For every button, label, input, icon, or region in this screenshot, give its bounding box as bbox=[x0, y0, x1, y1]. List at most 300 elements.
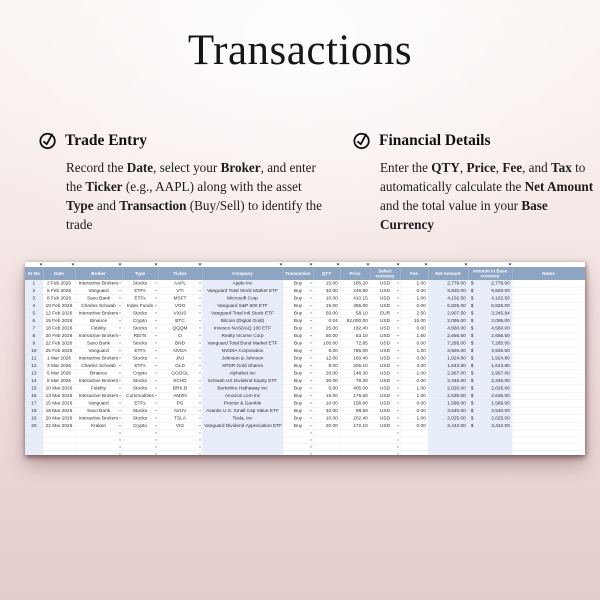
cell-company: Tesla, Inc bbox=[202, 415, 283, 423]
cell-broker[interactable]: Charles Schwab bbox=[75, 302, 122, 310]
check-circle-icon bbox=[351, 130, 372, 151]
empty-table-row bbox=[25, 437, 585, 444]
cell-ticker[interactable]: VTI bbox=[158, 287, 202, 295]
cell-base: $ 2,095.00 bbox=[468, 317, 512, 325]
cell-ticker[interactable]: BRK.B bbox=[158, 385, 202, 393]
dropdown-arrow-icon bbox=[155, 440, 157, 442]
cell-no: 6 bbox=[25, 317, 43, 325]
cell-notes bbox=[512, 355, 585, 363]
dropdown-arrow-icon bbox=[119, 298, 121, 300]
cell-base bbox=[468, 451, 512, 455]
cell-ticker[interactable]: AAPL bbox=[158, 280, 202, 287]
cell-ticker[interactable]: VIG bbox=[158, 422, 202, 430]
cell-transaction[interactable]: Buy bbox=[283, 325, 313, 333]
dropdown-arrow-icon bbox=[310, 418, 312, 420]
cell-net: 3,540.00 bbox=[428, 407, 468, 415]
cell-currency[interactable] bbox=[370, 444, 400, 451]
cell-broker[interactable]: Interactive Brokers bbox=[75, 280, 122, 287]
cell-type[interactable]: Crypto bbox=[122, 370, 158, 378]
currency-symbol: $ bbox=[470, 340, 474, 346]
cell-base: $ 6,825.00 bbox=[468, 302, 512, 310]
cell-transaction[interactable]: Buy bbox=[283, 370, 313, 378]
cell-notes bbox=[512, 280, 585, 287]
cell-currency[interactable]: EUR bbox=[370, 310, 400, 318]
cell-fee: 0.00 bbox=[400, 377, 428, 385]
dropdown-arrow-icon bbox=[397, 358, 399, 360]
cell-net bbox=[428, 430, 468, 437]
cell-date: 22 Feb 2026 bbox=[43, 340, 75, 348]
cell-currency[interactable] bbox=[370, 430, 400, 437]
keyword-bold: Ticker bbox=[85, 179, 123, 194]
dropdown-arrow-icon bbox=[199, 305, 201, 307]
body-text: and the total value in your bbox=[380, 198, 522, 213]
cell-transaction[interactable]: Buy bbox=[283, 347, 313, 355]
cell-currency[interactable]: USD bbox=[370, 362, 400, 370]
dropdown-arrow-icon bbox=[310, 454, 312, 456]
cell-currency[interactable]: USD bbox=[370, 287, 400, 295]
cell-transaction[interactable]: Buy bbox=[283, 362, 313, 370]
cell-broker[interactable] bbox=[75, 437, 122, 444]
dropdown-arrow-icon bbox=[155, 320, 157, 322]
dropdown-arrow-icon bbox=[119, 335, 121, 337]
cell-qty: 100.00 bbox=[313, 340, 340, 348]
column-handle-icon bbox=[280, 264, 283, 266]
cell-company: Berkshire Hathaway Inc bbox=[202, 385, 283, 393]
cell-fee: 0.00 bbox=[400, 302, 428, 310]
column-header-fee: Fee bbox=[400, 267, 428, 280]
cell-type[interactable]: Stocks bbox=[122, 407, 158, 415]
dropdown-arrow-icon bbox=[199, 365, 201, 367]
cell-no: 5 bbox=[25, 310, 43, 318]
cell-transaction[interactable] bbox=[283, 437, 313, 444]
cell-transaction[interactable] bbox=[283, 430, 313, 437]
cell-ticker[interactable]: BTC bbox=[158, 317, 202, 325]
column-handle-icon bbox=[465, 264, 468, 266]
cell-broker[interactable]: Fidelity bbox=[75, 385, 122, 393]
cell-broker[interactable]: Interactive Brokers bbox=[75, 332, 122, 340]
cell-net: 2,346.00 bbox=[428, 377, 468, 385]
cell-no: 2 bbox=[25, 287, 43, 295]
cell-broker[interactable]: Interactive Brokers bbox=[75, 377, 122, 385]
keyword-bold: Base Currency bbox=[380, 198, 548, 232]
cell-broker[interactable]: Vanguard bbox=[75, 347, 122, 355]
dropdown-arrow-icon bbox=[397, 335, 399, 337]
cell-no bbox=[25, 444, 43, 451]
cell-broker[interactable]: Vanguard bbox=[75, 287, 122, 295]
cell-date bbox=[43, 451, 75, 455]
cell-type[interactable]: ETFs bbox=[122, 347, 158, 355]
dropdown-arrow-icon bbox=[310, 283, 312, 285]
cell-currency[interactable]: USD bbox=[370, 340, 400, 348]
cell-broker[interactable] bbox=[75, 444, 122, 451]
cell-transaction[interactable]: Buy bbox=[283, 295, 313, 303]
cell-company: Vanguard Total Intl Stock ETF bbox=[202, 310, 283, 318]
dropdown-arrow-icon bbox=[155, 343, 157, 345]
cell-type[interactable]: ETFs bbox=[122, 287, 158, 295]
dropdown-arrow-icon bbox=[310, 410, 312, 412]
cell-currency[interactable]: USD bbox=[370, 280, 400, 287]
cell-company: Bitcoin (Digital Gold) bbox=[202, 317, 283, 325]
dropdown-arrow-icon bbox=[199, 454, 201, 456]
cell-fee: 0.00 bbox=[400, 407, 428, 415]
dropdown-arrow-icon bbox=[119, 425, 121, 427]
cell-ticker[interactable]: TSLA bbox=[158, 415, 202, 423]
cell-currency[interactable]: USD bbox=[370, 355, 400, 363]
cell-qty: 20.00 bbox=[313, 370, 340, 378]
cell-type[interactable]: Stocks bbox=[122, 310, 158, 318]
cell-company bbox=[202, 437, 283, 444]
cell-base bbox=[468, 437, 512, 444]
cell-ticker[interactable]: QQQM bbox=[158, 325, 202, 333]
cell-qty: 40.00 bbox=[313, 407, 340, 415]
cell-currency[interactable]: USD bbox=[370, 370, 400, 378]
dropdown-arrow-icon bbox=[199, 328, 201, 330]
dropdown-arrow-icon bbox=[155, 313, 157, 315]
cell-price: 53.10 bbox=[340, 332, 370, 340]
table-row bbox=[25, 407, 585, 415]
dropdown-arrow-icon bbox=[155, 305, 157, 307]
currency-symbol: $ bbox=[470, 415, 474, 421]
dropdown-arrow-icon bbox=[199, 395, 201, 397]
cell-company: Alphabet Inc bbox=[202, 370, 283, 378]
cell-ticker[interactable]: VXUS bbox=[158, 310, 202, 318]
cell-ticker[interactable]: NVDA bbox=[158, 347, 202, 355]
cell-currency[interactable]: USD bbox=[370, 400, 400, 408]
cell-price: 202.40 bbox=[340, 415, 370, 423]
cell-price: 245.50 bbox=[340, 287, 370, 295]
cell-transaction[interactable]: Buy bbox=[283, 332, 313, 340]
keyword-bold: Net Amount bbox=[524, 179, 594, 194]
cell-currency[interactable]: USD bbox=[370, 325, 400, 333]
cell-notes bbox=[512, 287, 585, 295]
cell-company: Apple Inc bbox=[202, 280, 283, 287]
dropdown-arrow-icon bbox=[397, 447, 399, 449]
cell-ticker[interactable] bbox=[158, 437, 202, 444]
cell-type[interactable]: Crypto bbox=[122, 422, 158, 430]
cell-date: 15 Mar 2026 bbox=[43, 400, 75, 408]
cell-broker[interactable]: Fidelity bbox=[75, 325, 122, 333]
table-row bbox=[25, 415, 585, 423]
cell-date: 22 Mar 2026 bbox=[43, 422, 75, 430]
dropdown-arrow-icon bbox=[397, 350, 399, 352]
cell-type[interactable]: Crypto bbox=[122, 317, 158, 325]
dropdown-arrow-icon bbox=[397, 320, 399, 322]
dropdown-arrow-icon bbox=[119, 447, 121, 449]
dropdown-arrow-icon bbox=[397, 395, 399, 397]
body-text: Enter the bbox=[380, 160, 432, 175]
cell-type[interactable]: Index Funds bbox=[122, 302, 158, 310]
cell-base: $ 4,560.00 bbox=[468, 325, 512, 333]
cell-type[interactable]: Stocks bbox=[122, 340, 158, 348]
cell-broker[interactable]: Binance bbox=[75, 317, 122, 325]
cell-base: $ 1,589.00 bbox=[468, 400, 512, 408]
cell-no bbox=[25, 451, 43, 455]
cell-price: 175.60 bbox=[340, 392, 370, 400]
cell-ticker[interactable]: AMZN bbox=[158, 392, 202, 400]
cell-type[interactable] bbox=[122, 444, 158, 451]
cell-currency[interactable]: USD bbox=[370, 295, 400, 303]
dropdown-arrow-icon bbox=[119, 320, 121, 322]
cell-type[interactable]: Stocks bbox=[122, 385, 158, 393]
cell-no: 13 bbox=[25, 370, 43, 378]
cell-broker[interactable]: Vanguard bbox=[75, 400, 122, 408]
cell-currency[interactable] bbox=[370, 437, 400, 444]
cell-ticker[interactable]: GLD bbox=[158, 362, 202, 370]
column-handle-icon bbox=[72, 264, 75, 266]
cell-currency[interactable]: USD bbox=[370, 422, 400, 430]
feature-heading: Financial Details bbox=[379, 131, 491, 149]
cell-broker[interactable] bbox=[75, 451, 122, 455]
cell-ticker[interactable]: VOO bbox=[158, 302, 202, 310]
cell-net: 6,825.00 bbox=[428, 302, 468, 310]
cell-fee: 0.00 bbox=[400, 325, 428, 333]
cell-transaction[interactable]: Buy bbox=[283, 287, 313, 295]
dropdown-arrow-icon bbox=[397, 440, 399, 442]
cell-no: 8 bbox=[25, 332, 43, 340]
cell-currency[interactable]: USD bbox=[370, 385, 400, 393]
cell-ticker[interactable]: O bbox=[158, 332, 202, 340]
cell-transaction[interactable]: Buy bbox=[283, 415, 313, 423]
cell-transaction[interactable]: Buy bbox=[283, 422, 313, 430]
empty-table-row bbox=[25, 444, 585, 451]
cell-currency[interactable]: USD bbox=[370, 392, 400, 400]
dropdown-arrow-icon bbox=[119, 410, 121, 412]
cell-notes bbox=[512, 444, 585, 451]
keyword-bold: Transaction bbox=[119, 198, 187, 213]
cell-currency[interactable]: USD bbox=[370, 415, 400, 423]
cell-ticker[interactable]: GOOGL bbox=[158, 370, 202, 378]
cell-transaction[interactable] bbox=[283, 444, 313, 451]
cell-transaction[interactable]: Buy bbox=[283, 392, 313, 400]
cell-ticker[interactable] bbox=[158, 451, 202, 455]
cell-fee: 1.00 bbox=[400, 295, 428, 303]
cell-base: $ 3,345.94 bbox=[468, 310, 512, 318]
dropdown-arrow-icon bbox=[310, 343, 312, 345]
dropdown-arrow-icon bbox=[397, 305, 399, 307]
cell-company: Amazon.com Inc bbox=[202, 392, 283, 400]
cell-fee: 2.50 bbox=[400, 310, 428, 318]
cell-notes bbox=[512, 370, 585, 378]
cell-date: 25 Feb 2026 bbox=[43, 347, 75, 355]
dropdown-arrow-icon bbox=[155, 433, 157, 435]
cell-type[interactable]: Commodities bbox=[122, 392, 158, 400]
cell-qty bbox=[313, 437, 340, 444]
dropdown-arrow-icon bbox=[310, 320, 312, 322]
dropdown-arrow-icon bbox=[119, 290, 121, 292]
dropdown-arrow-icon bbox=[199, 298, 201, 300]
cell-company bbox=[202, 430, 283, 437]
currency-symbol: $ bbox=[470, 333, 474, 339]
cell-type[interactable]: Stocks bbox=[122, 280, 158, 287]
cell-net: 4,102.50 bbox=[428, 295, 468, 303]
cell-broker[interactable]: Charles Schwab bbox=[75, 362, 122, 370]
currency-symbol: $ bbox=[470, 370, 474, 376]
column-header-net-amount: Net Amount bbox=[428, 267, 468, 280]
column-header-price: Price bbox=[340, 267, 370, 280]
cell-price: 182.40 bbox=[340, 325, 370, 333]
cell-ticker[interactable] bbox=[158, 444, 202, 451]
cell-type[interactable]: REITs bbox=[122, 332, 158, 340]
dropdown-arrow-icon bbox=[397, 380, 399, 382]
cell-ticker[interactable]: AVUV bbox=[158, 407, 202, 415]
cell-type[interactable]: Stocks bbox=[122, 325, 158, 333]
keyword-bold: QTY bbox=[431, 160, 460, 175]
cell-date: 1 Mar 2026 bbox=[43, 355, 75, 363]
column-handle-icon bbox=[40, 264, 43, 266]
keyword-bold: Broker bbox=[220, 160, 261, 175]
cell-ticker[interactable]: MSFT bbox=[158, 295, 202, 303]
dropdown-arrow-icon bbox=[199, 335, 201, 337]
cell-fee: 1.00 bbox=[400, 280, 428, 287]
dropdown-arrow-icon bbox=[310, 313, 312, 315]
cell-currency[interactable]: USD bbox=[370, 302, 400, 310]
cell-currency[interactable]: USD bbox=[370, 407, 400, 415]
cell-broker[interactable]: Interactive Brokers bbox=[75, 415, 122, 423]
cell-type[interactable] bbox=[122, 437, 158, 444]
cell-currency[interactable]: USD bbox=[370, 317, 400, 325]
dropdown-arrow-icon bbox=[119, 403, 121, 405]
dropdown-arrow-icon bbox=[155, 358, 157, 360]
cell-transaction[interactable]: Buy bbox=[283, 340, 313, 348]
cell-transaction[interactable]: Buy bbox=[283, 355, 313, 363]
cell-fee: 3.00 bbox=[400, 362, 428, 370]
cell-type[interactable]: ETFs bbox=[122, 362, 158, 370]
cell-ticker[interactable]: JNJ bbox=[158, 355, 202, 363]
cell-type[interactable]: ETFs bbox=[122, 400, 158, 408]
dropdown-arrow-icon bbox=[155, 283, 157, 285]
cell-no bbox=[25, 430, 43, 437]
cell-broker[interactable]: Interactive Brokers bbox=[75, 392, 122, 400]
spreadsheet-screenshot bbox=[25, 262, 585, 455]
dropdown-arrow-icon bbox=[199, 350, 201, 352]
cell-price: 72.85 bbox=[340, 340, 370, 348]
dropdown-arrow-icon bbox=[155, 388, 157, 390]
dropdown-arrow-icon bbox=[397, 454, 399, 456]
cell-net: 3,926.00 bbox=[428, 347, 468, 355]
cell-currency[interactable] bbox=[370, 451, 400, 455]
cell-date: 13 Mar 2026 bbox=[43, 392, 75, 400]
cell-type[interactable]: ETFs bbox=[122, 295, 158, 303]
dropdown-arrow-icon bbox=[199, 290, 201, 292]
dropdown-arrow-icon bbox=[155, 350, 157, 352]
cell-no: 20 bbox=[25, 422, 43, 430]
cell-broker[interactable]: Interactive Brokers bbox=[75, 355, 122, 363]
cell-transaction[interactable] bbox=[283, 451, 313, 455]
cell-transaction[interactable]: Buy bbox=[283, 310, 313, 318]
dropdown-arrow-icon bbox=[397, 403, 399, 405]
column-header-select-currency: Select currency bbox=[370, 267, 400, 280]
cell-type[interactable]: Stocks bbox=[122, 377, 158, 385]
dropdown-arrow-icon bbox=[397, 433, 399, 435]
cell-price: 410.15 bbox=[340, 295, 370, 303]
dropdown-arrow-icon bbox=[155, 380, 157, 382]
column-handle-icon bbox=[367, 264, 370, 266]
dropdown-arrow-icon bbox=[155, 410, 157, 412]
dropdown-arrow-icon bbox=[310, 395, 312, 397]
cell-currency[interactable]: USD bbox=[370, 347, 400, 355]
currency-symbol: $ bbox=[470, 400, 474, 406]
cell-notes bbox=[512, 392, 585, 400]
cell-date bbox=[43, 437, 75, 444]
cell-base: $ 7,285.00 bbox=[468, 340, 512, 348]
cell-broker[interactable]: Kraken bbox=[75, 422, 122, 430]
cell-notes bbox=[512, 400, 585, 408]
dropdown-arrow-icon bbox=[155, 395, 157, 397]
cell-net: 2,907.50 bbox=[428, 310, 468, 318]
cell-price: 78.20 bbox=[340, 377, 370, 385]
cell-transaction[interactable]: Buy bbox=[283, 302, 313, 310]
cell-transaction[interactable]: Buy bbox=[283, 377, 313, 385]
dropdown-arrow-icon bbox=[310, 290, 312, 292]
body-text: , and bbox=[522, 160, 552, 175]
cell-company: NVIDIA Corporation bbox=[202, 347, 283, 355]
cell-base: $ 9,820.00 bbox=[468, 287, 512, 295]
cell-ticker[interactable]: BND bbox=[158, 340, 202, 348]
empty-table-row bbox=[25, 430, 585, 437]
dropdown-arrow-icon bbox=[155, 403, 157, 405]
dropdown-arrow-icon bbox=[397, 373, 399, 375]
cell-broker[interactable]: Saxo Bank bbox=[75, 407, 122, 415]
cell-date: 5 Mar 2026 bbox=[43, 370, 75, 378]
dropdown-arrow-icon bbox=[119, 380, 121, 382]
cell-fee bbox=[400, 444, 428, 451]
cell-no: 10 bbox=[25, 347, 43, 355]
cell-ticker[interactable] bbox=[158, 430, 202, 437]
cell-currency[interactable]: USD bbox=[370, 332, 400, 340]
cell-type[interactable]: Stocks bbox=[122, 415, 158, 423]
cell-transaction[interactable]: Buy bbox=[283, 407, 313, 415]
dropdown-arrow-icon bbox=[310, 440, 312, 442]
cell-type[interactable]: Stocks bbox=[122, 355, 158, 363]
cell-no: 4 bbox=[25, 302, 43, 310]
cell-broker[interactable]: Binance bbox=[75, 370, 122, 378]
cell-currency[interactable]: USD bbox=[370, 377, 400, 385]
cell-ticker[interactable]: PG bbox=[158, 400, 202, 408]
cell-notes bbox=[512, 302, 585, 310]
cell-net bbox=[428, 437, 468, 444]
dropdown-arrow-icon bbox=[310, 447, 312, 449]
dropdown-arrow-icon bbox=[155, 290, 157, 292]
cell-ticker[interactable]: SCHD bbox=[158, 377, 202, 385]
table-row bbox=[25, 310, 585, 318]
cell-type[interactable] bbox=[122, 430, 158, 437]
cell-fee: 0.00 bbox=[400, 355, 428, 363]
cell-type[interactable] bbox=[122, 451, 158, 455]
cell-broker[interactable] bbox=[75, 430, 122, 437]
cell-broker[interactable]: Interactive Brokers bbox=[75, 310, 122, 318]
cell-no: 11 bbox=[25, 355, 43, 363]
dropdown-arrow-icon bbox=[119, 358, 121, 360]
cell-broker[interactable]: Saxo Bank bbox=[75, 295, 122, 303]
cell-net: 2,656.50 bbox=[428, 332, 468, 340]
dropdown-arrow-icon bbox=[155, 335, 157, 337]
column-handle-icon bbox=[310, 264, 313, 266]
table-row bbox=[25, 317, 585, 325]
table-row bbox=[25, 302, 585, 310]
cell-transaction[interactable]: Buy bbox=[283, 400, 313, 408]
cell-qty bbox=[313, 444, 340, 451]
column-header-qty: QTY bbox=[313, 267, 340, 280]
cell-transaction[interactable]: Buy bbox=[283, 280, 313, 287]
cell-net bbox=[428, 451, 468, 455]
cell-qty: 15.00 bbox=[313, 280, 340, 287]
cell-transaction[interactable]: Buy bbox=[283, 317, 313, 325]
cell-transaction[interactable]: Buy bbox=[283, 385, 313, 393]
cell-company: Realty Income Corp bbox=[202, 332, 283, 340]
cell-qty: 30.00 bbox=[313, 377, 340, 385]
column-header-notes: Notes bbox=[512, 267, 585, 280]
cell-broker[interactable]: Saxo Bank bbox=[75, 340, 122, 348]
